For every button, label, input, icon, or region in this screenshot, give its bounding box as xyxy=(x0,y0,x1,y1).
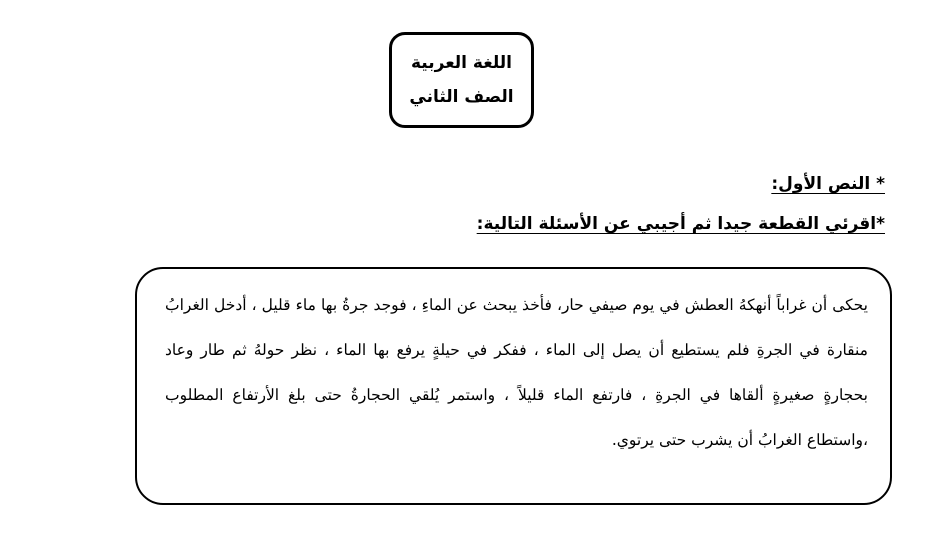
passage-box xyxy=(135,267,892,505)
passage-text: يحكى أن غراباً أنهكهُ العطش في يوم صيفي حار، فأخذ يبحث عن الماءِ ، فوجد جرةُ بها ماء قليل ، أدخل الغرابُ منقارة في الجرةِ فلم يستطيع أن يصل إلى الماء ، ففكر في حيلةٍ يرفع بها الماء ، نظر حولهُ ثم طار وعاد بحجارةٍ صغيرةٍ ألقاها في الجرةِ ، فارتفع الماء قليلاً ، واستمر يُلقي الحجارةُ حتى بلغ الأرتفاع المطلوب ،واستطاع الغرابُ أن يشرب حتى يرتوي. xyxy=(165,296,868,449)
grade-title: الصف الثاني xyxy=(409,87,514,107)
section-title: * النص الأول: xyxy=(771,174,885,194)
subject-title: اللغة العربية xyxy=(411,53,512,73)
title-box xyxy=(389,32,534,128)
instruction-heading: *اقرئي القطعة جيدا ثم أجيبي عن الأسئلة التالية: xyxy=(476,214,885,234)
